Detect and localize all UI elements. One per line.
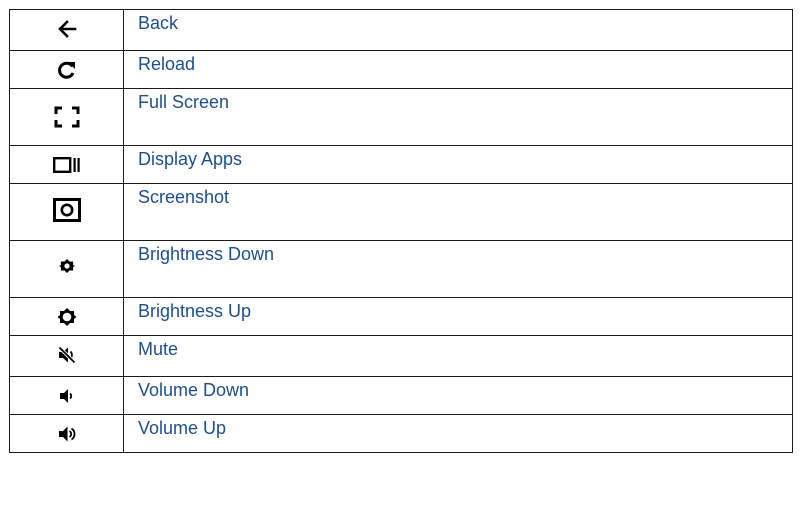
table-row: [10, 415, 793, 453]
back-arrow-icon: [10, 19, 124, 39]
icon-cell: [10, 10, 124, 51]
icon-cell: [10, 298, 124, 336]
key-label-brightness-up: Brightness Up: [138, 301, 252, 321]
label-cell: [124, 89, 793, 146]
volume-down-icon: [10, 388, 124, 404]
label-cell: [124, 241, 793, 298]
brightness-up-icon: [10, 307, 124, 327]
label-cell: [124, 336, 793, 377]
icon-cell: [10, 184, 124, 241]
label-cell: [124, 377, 793, 415]
key-label-reload: Reload: [138, 54, 196, 74]
icon-cell: [10, 146, 124, 184]
label-cell: [124, 51, 793, 89]
key-label-display-apps: Display Apps: [138, 149, 243, 169]
table-row: [10, 51, 793, 89]
icon-cell: [10, 51, 124, 89]
table-row: [10, 89, 793, 146]
table-row: [10, 336, 793, 377]
key-label-volume-down: Volume Down: [138, 380, 250, 400]
table-row: [10, 184, 793, 241]
key-label-brightness-down: Brightness Down: [138, 244, 275, 264]
label-cell: [124, 146, 793, 184]
icon-cell: [10, 415, 124, 453]
label-cell: [124, 10, 793, 51]
table-row: [10, 10, 793, 51]
display-apps-icon: [10, 157, 124, 173]
action-keys-table: [9, 9, 793, 453]
brightness-down-icon: [10, 258, 124, 274]
key-label-mute: Mute: [138, 339, 179, 359]
key-label-volume-up: Volume Up: [138, 418, 227, 438]
icon-cell: [10, 89, 124, 146]
table-row: [10, 298, 793, 336]
volume-up-icon: [10, 425, 124, 443]
screenshot-icon: [10, 198, 124, 222]
table-row: [10, 241, 793, 298]
key-label-back: Back: [138, 13, 179, 33]
reload-icon: [10, 60, 124, 80]
icon-cell: [10, 336, 124, 377]
icon-cell: [10, 377, 124, 415]
label-cell: [124, 298, 793, 336]
table-row: [10, 377, 793, 415]
key-label-full-screen: Full Screen: [138, 92, 230, 112]
icon-cell: [10, 241, 124, 298]
label-cell: [124, 184, 793, 241]
key-label-screenshot: Screenshot: [138, 187, 230, 207]
mute-icon: [10, 346, 124, 364]
full-screen-icon: [10, 106, 124, 128]
label-cell: [124, 415, 793, 453]
table-row: [10, 146, 793, 184]
